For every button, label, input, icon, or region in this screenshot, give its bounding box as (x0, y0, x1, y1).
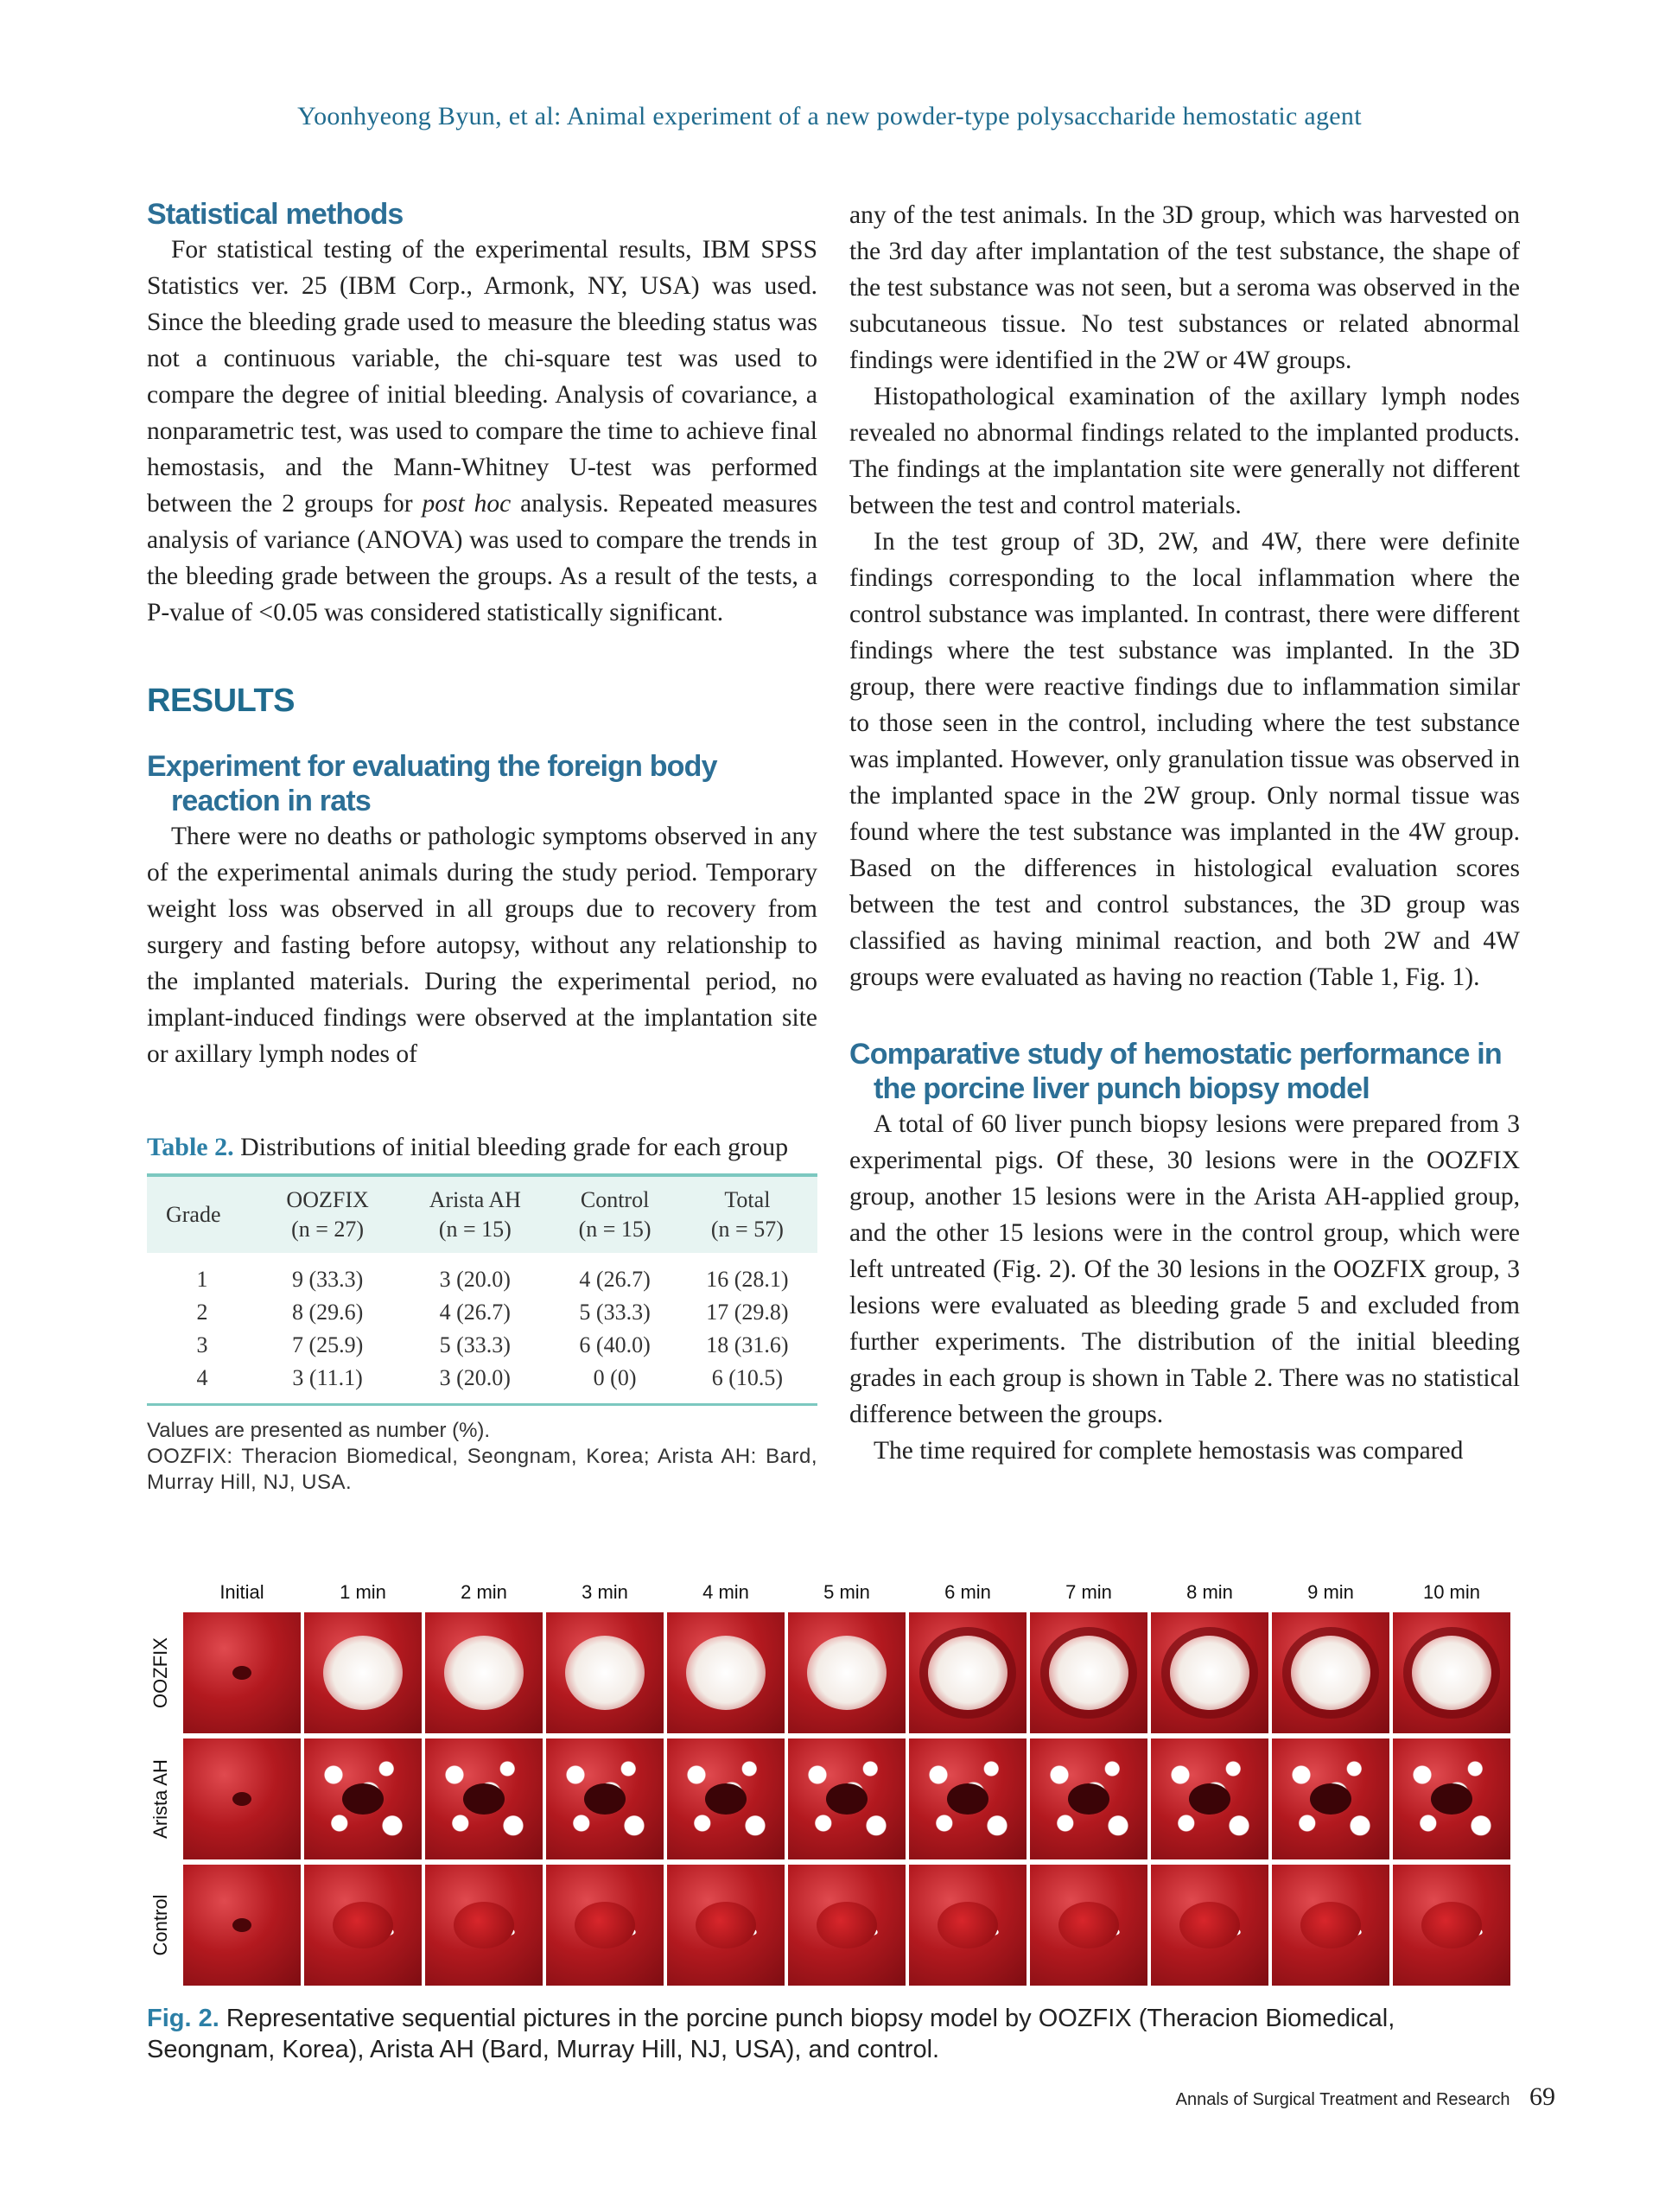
photo-row (147, 1865, 1512, 1986)
right-paragraph-3: In the test group of 3D, 2W, and 4W, there were definite findings corresponding to the local inflammation where the control substance was implanted. In contrast, there were different findings where the test substance was implanted. In the 3D group, there were reactive findings due to inflammation similar to those seen in the control, including where the test substance was implanted. However, only granulation tissue was observed in the implanted space in the 2W group. Only normal tissue was found where the test substance was implanted in the 4W group. Based on the differences in histological evaluation scores between the test and control substances, the 3D group was classified as having minimal reaction, and both 2W and 4W groups were evaluated as having no reaction (Table 1, Fig. 1). (849, 528, 1520, 991)
liver-photo (546, 1865, 664, 1986)
table-row (147, 1296, 817, 1329)
foreign-body-heading-line2: reaction in rats (171, 785, 371, 817)
table-row (147, 1253, 817, 1296)
right-paragraph-5: The time required for complete hemostasis was compared (874, 1437, 1464, 1465)
photo-row (147, 1738, 1512, 1859)
table-note-1: Values are presented as number (%). (147, 1419, 491, 1442)
stat-text-start: For statistical testing of the experimental results, IBM SPSS Statistics ver. 25 (IBM Corp., Armonk, NY, USA) was used. Since the bleeding grade used to measure the bleeding status was not a continuous variable, the chi-square test was used to compare the degree of initial bleeding. Analysis of covariance, a nonparametric test, was used to compare the time to achieve final hemostasis, and the Mann-Whitney U-test was performed between the 2 groups for (147, 236, 817, 518)
table-cell: 6 (40.0) (579, 1332, 651, 1357)
header-name: Arista AH (429, 1187, 521, 1212)
liver-photo (546, 1738, 664, 1859)
table-cell: 6 (10.5) (711, 1365, 784, 1390)
header-control (552, 1175, 677, 1253)
header-n: (n = 15) (578, 1217, 652, 1242)
liver-photo (667, 1738, 785, 1859)
foreign-body-heading (147, 749, 817, 818)
liver-photo (1393, 1738, 1510, 1859)
figure-2 (147, 1581, 1512, 2065)
liver-photo (667, 1865, 785, 1986)
journal-name: Annals of Surgical Treatment and Research (1175, 2090, 1510, 2109)
distribution-table (147, 1173, 817, 1406)
header-name: Control (580, 1187, 650, 1212)
table-cell: 3 (20.0) (439, 1267, 511, 1292)
page-footer (1176, 2082, 1555, 2112)
liver-photo (1151, 1738, 1268, 1859)
table-caption (147, 1132, 817, 1163)
stat-text-end: analysis. Repeated measures analysis of variance (ANOVA) was used to compare the trends in the bleeding grade between the groups. As a result of the tests, a P-value of <0.05 was considered statistically significant. (147, 490, 817, 626)
table-label: Table 2. (147, 1133, 234, 1161)
running-head: Yoonhyeong Byun, et al: Animal experiment of a new powder-type polysaccharide hemostatic agent (297, 102, 1362, 130)
time-label: 7 min (1065, 1581, 1112, 1603)
comparative-heading-line2: the porcine liver punch biopsy model (874, 1072, 1370, 1105)
row-label (145, 1738, 176, 1859)
table-row (147, 1329, 817, 1362)
foreign-body-heading-line1: Experiment for evaluating the foreign body (147, 750, 717, 783)
table-cell: 8 (29.6) (291, 1300, 364, 1325)
time-label: 10 min (1422, 1581, 1481, 1603)
time-label: 9 min (1307, 1581, 1354, 1603)
time-label: 3 min (582, 1581, 628, 1603)
liver-photo (183, 1612, 301, 1733)
table-cell: 0 (0) (593, 1365, 637, 1390)
results-heading: RESULTS (147, 683, 296, 719)
right-paragraph-4: A total of 60 liver punch biopsy lesions were prepared from 3 experimental pigs. Of these, 30 lesions were in the OOZFIX group, another 15 lesions were in the Arista AH-applied group, and the other 15 lesions were in the control group, which were left untreated (Fig. 2). Of the 30 lesions in the OOZFIX group, 3 lesions were evaluated as bleeding grade 5 and excluded from further experiments. The distribution of the initial bleeding grades in each group is shown in Table 2. There was no statistical difference between the groups. (849, 1110, 1520, 1428)
row-label-text: Arista AH (149, 1759, 171, 1839)
liver-photo (1030, 1738, 1147, 1859)
table-cell: 9 (33.3) (291, 1267, 364, 1292)
figure-caption-text: Representative sequential pictures in the porcine punch biopsy model by OOZFIX (Theracion Biomedical, Seongnam, Korea), Arista AH (Bard, Murray Hill, NJ, USA), and control. (147, 2005, 1395, 2063)
page-number: 69 (1529, 2082, 1555, 2111)
table-cell: 16 (28.1) (706, 1267, 789, 1292)
comparative-study-heading (849, 1037, 1520, 1106)
row-label-text: OOZFIX (149, 1637, 171, 1708)
header-n: (n = 57) (710, 1217, 784, 1242)
comparative-heading-line1: Comparative study of hemostatic performance in (849, 1038, 1502, 1071)
header-oozfix (257, 1175, 397, 1253)
time-label: Initial (219, 1581, 264, 1603)
time-label: 8 min (1186, 1581, 1233, 1603)
stat-italic: post hoc (422, 490, 512, 518)
left-column (147, 197, 817, 1072)
liver-photo (425, 1738, 543, 1859)
figure-label: Fig. 2. (147, 2005, 219, 2032)
table-cell: 4 (196, 1365, 208, 1390)
table-cell: 5 (33.3) (579, 1300, 651, 1325)
table-cell: 5 (33.3) (439, 1332, 511, 1357)
row-label-text: Control (149, 1894, 171, 1956)
liver-photo (788, 1865, 906, 1986)
liver-photo (909, 1865, 1027, 1986)
table-caption-text: Distributions of initial bleeding grade for each group (233, 1133, 789, 1161)
liver-photo (667, 1612, 785, 1733)
liver-photo (788, 1738, 906, 1859)
liver-photo (1030, 1612, 1147, 1733)
table-cell: 1 (196, 1267, 208, 1292)
right-paragraph-1: any of the test animals. In the 3D group, which was harvested on the 3rd day after implantation of the test substance, the shape of the test substance was not seen, but a seroma was observed in the subcutaneous tissue. No test substances or related abnormal findings were identified in the 2W or 4W groups. (849, 201, 1520, 374)
table-cell: 2 (196, 1300, 208, 1325)
figure-caption (147, 2003, 1512, 2065)
table-header-row (147, 1175, 817, 1253)
photo-row (147, 1612, 1512, 1733)
liver-photo (183, 1738, 301, 1859)
table-2 (147, 1132, 817, 1496)
table-note-2: OOZFIX: Theracion Biomedical, Seongnam, Korea; Arista AH: Bard, Murray Hill, NJ, USA. (147, 1445, 817, 1494)
table-cell: 4 (26.7) (439, 1300, 511, 1325)
liver-photo (304, 1612, 422, 1733)
table-cell: 3 (11.1) (292, 1365, 363, 1390)
time-labels (147, 1581, 1512, 1612)
table-notes (147, 1418, 817, 1496)
row-label (145, 1865, 176, 1986)
time-label: 2 min (461, 1581, 507, 1603)
liver-photo (1272, 1865, 1389, 1986)
liver-photo (1272, 1738, 1389, 1859)
right-column (849, 197, 1520, 1469)
liver-photo (1393, 1865, 1510, 1986)
photo-grid (147, 1612, 1512, 1986)
header-total (677, 1175, 817, 1253)
time-label: 4 min (702, 1581, 749, 1603)
liver-photo (304, 1865, 422, 1986)
header-arista (397, 1175, 552, 1253)
liver-photo (546, 1612, 664, 1733)
header-name: Total (724, 1187, 771, 1212)
liver-photo (1030, 1865, 1147, 1986)
liver-photo (1393, 1612, 1510, 1733)
liver-photo (425, 1612, 543, 1733)
liver-photo (909, 1612, 1027, 1733)
time-label: 6 min (944, 1581, 991, 1603)
table-cell: 17 (29.8) (706, 1300, 789, 1325)
row-label (145, 1612, 176, 1733)
time-label: 1 min (340, 1581, 386, 1603)
liver-photo (425, 1865, 543, 1986)
foreign-body-paragraph: There were no deaths or pathologic symptoms observed in any of the experimental animals during the study period. Temporary weight loss was observed in all groups due to recovery from surgery and fasting before autopsy, without any relationship to the implanted materials. During the experimental period, no implant-induced findings were observed at the implantation site or axillary lymph nodes of (147, 823, 817, 1068)
table-cell: 7 (25.9) (291, 1332, 364, 1357)
table-cell: 18 (31.6) (706, 1332, 789, 1357)
liver-photo (788, 1612, 906, 1733)
header-n: (n = 27) (291, 1217, 365, 1242)
liver-photo (909, 1738, 1027, 1859)
statistical-methods-heading: Statistical methods (147, 198, 404, 231)
header-name: OOZFIX (286, 1187, 369, 1212)
liver-photo (1151, 1865, 1268, 1986)
header-n: (n = 15) (438, 1217, 512, 1242)
header-grade: Grade (166, 1202, 221, 1227)
table-cell: 3 (196, 1332, 208, 1357)
table-row (147, 1362, 817, 1405)
right-paragraph-2: Histopathological examination of the axillary lymph nodes revealed no abnormal findings related to the implanted products. The findings at the implantation site were generally not different between the test and control materials. (849, 383, 1520, 519)
liver-photo (1151, 1612, 1268, 1733)
liver-photo (304, 1738, 422, 1859)
time-label: 5 min (823, 1581, 870, 1603)
liver-photo (183, 1865, 301, 1986)
table-cell: 3 (20.0) (439, 1365, 511, 1390)
table-cell: 4 (26.7) (579, 1267, 651, 1292)
liver-photo (1272, 1612, 1389, 1733)
statistical-methods-paragraph (147, 232, 817, 631)
